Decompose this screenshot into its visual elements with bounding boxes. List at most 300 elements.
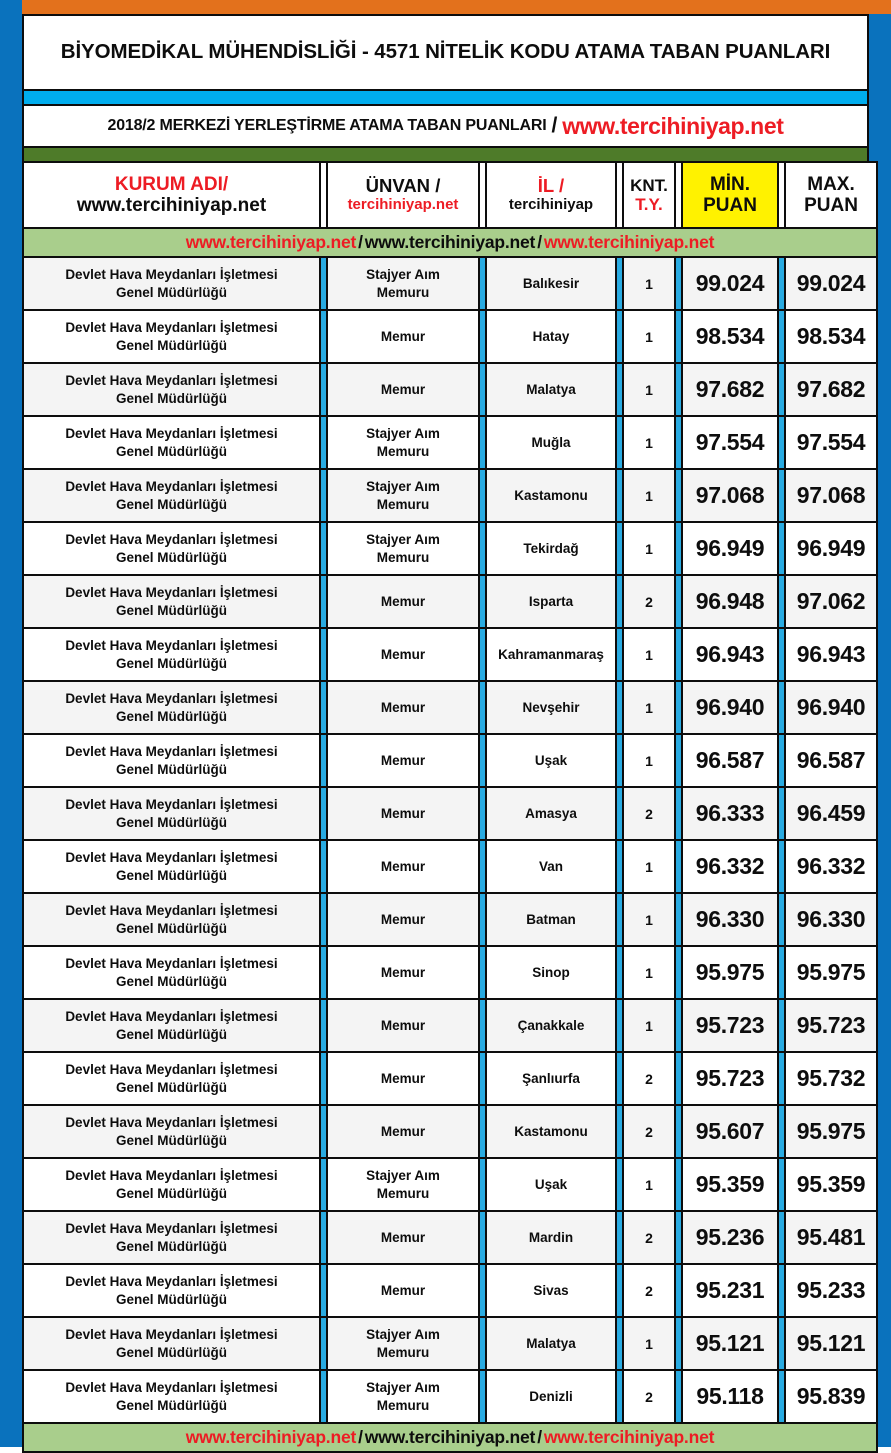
promo-slash-1: /: [358, 232, 363, 252]
il-value: Amasya: [525, 806, 577, 821]
max-puan-value: 96.330: [796, 906, 866, 932]
kurum-line1: Devlet Hava Meydanları İşletmesi: [65, 584, 278, 600]
min-puan-value: 99.024: [695, 270, 765, 296]
cell-kurum: [23, 310, 320, 363]
column-separator: [778, 310, 785, 363]
cell-unvan: [327, 1264, 479, 1317]
title-banner: [22, 14, 869, 91]
column-separator: [479, 1052, 486, 1105]
cell-unvan: [327, 1370, 479, 1423]
max-header-line1: MAX.: [807, 173, 855, 195]
column-separator: [778, 575, 785, 628]
table-row[interactable]: [23, 681, 877, 734]
promo-site-2[interactable]: www.tercihiniyap.net: [364, 232, 536, 252]
max-puan-value: 95.975: [796, 1118, 866, 1144]
kurum-line2: Genel Müdürlüğü: [116, 549, 227, 565]
column-separator: [479, 1317, 486, 1370]
unvan-line2: Memuru: [376, 443, 430, 459]
cell-unvan: [327, 681, 479, 734]
cell-kurum: [23, 257, 320, 310]
kurum-header-line1: KURUM ADI/: [114, 173, 229, 195]
table-row[interactable]: [23, 257, 877, 310]
cell-kontenjan: [623, 734, 675, 787]
cell-il: [486, 946, 616, 999]
il-value: Şanlıurfa: [522, 1071, 580, 1086]
cell-il: [486, 628, 616, 681]
unvan-line1: Stajyer Aım: [366, 1326, 440, 1342]
kurum-line1: Devlet Hava Meydanları İşletmesi: [65, 955, 278, 971]
promo-slash-2: /: [537, 232, 542, 252]
cell-kontenjan: [623, 681, 675, 734]
cell-kurum: [23, 734, 320, 787]
subtitle-slash: /: [551, 114, 558, 137]
kurum-line1: Devlet Hava Meydanları İşletmesi: [65, 478, 278, 494]
cell-max-puan: [785, 1158, 877, 1211]
column-separator: [778, 257, 785, 310]
unvan-line1: Memur: [380, 805, 426, 821]
min-puan-value: 97.554: [695, 429, 765, 455]
kurum-line1: Devlet Hava Meydanları İşletmesi: [65, 1273, 278, 1289]
max-puan-value: 95.839: [796, 1383, 866, 1409]
column-separator: [479, 1105, 486, 1158]
column-separator: [320, 1370, 327, 1423]
column-separator: [675, 257, 682, 310]
kurum-line1: Devlet Hava Meydanları İşletmesi: [65, 266, 278, 282]
table-row[interactable]: [23, 363, 877, 416]
column-separator: [320, 575, 327, 628]
promo-slash-1: /: [358, 1427, 363, 1447]
unvan-line2: Memuru: [376, 496, 430, 512]
table-body: [23, 228, 877, 1452]
cell-il: [486, 840, 616, 893]
min-puan-value: 95.231: [695, 1277, 765, 1303]
column-separator: [675, 1370, 682, 1423]
table-row[interactable]: [23, 1052, 877, 1105]
knt-value: 1: [645, 540, 653, 557]
column-separator: [675, 893, 682, 946]
column-separator: [479, 1158, 486, 1211]
column-separator: [778, 628, 785, 681]
cell-il: [486, 257, 616, 310]
table-row[interactable]: [23, 946, 877, 999]
column-separator: [479, 840, 486, 893]
column-separator: [616, 893, 623, 946]
column-separator: [778, 1158, 785, 1211]
min-puan-value: 95.975: [695, 959, 765, 985]
unvan-line1: Memur: [380, 1229, 426, 1245]
cell-min-puan: [682, 1211, 778, 1264]
il-value: Nevşehir: [522, 700, 580, 715]
unvan-line2: Memuru: [376, 1344, 430, 1360]
column-separator: [778, 1264, 785, 1317]
max-puan-value: 97.062: [796, 588, 866, 614]
kurum-line1: Devlet Hava Meydanları İşletmesi: [65, 1220, 278, 1236]
promo-banner-cell: [23, 1423, 877, 1452]
table-row[interactable]: [23, 310, 877, 363]
min-puan-value: 96.330: [695, 906, 765, 932]
cell-min-puan: [682, 310, 778, 363]
max-puan-value: 96.940: [796, 694, 866, 720]
kurum-line1: Devlet Hava Meydanları İşletmesi: [65, 849, 278, 865]
cell-min-puan: [682, 363, 778, 416]
unvan-line1: Stajyer Aım: [366, 531, 440, 547]
cell-kurum: [23, 681, 320, 734]
cell-il: [486, 893, 616, 946]
column-separator: [479, 734, 486, 787]
unvan-line2: Memuru: [376, 284, 430, 300]
cell-unvan: [327, 257, 479, 310]
cell-kontenjan: [623, 893, 675, 946]
max-puan-value: 96.943: [796, 641, 866, 667]
column-separator: [616, 1370, 623, 1423]
cell-min-puan: [682, 946, 778, 999]
kurum-line1: Devlet Hava Meydanları İşletmesi: [65, 531, 278, 547]
cell-kontenjan: [623, 1317, 675, 1370]
min-puan-value: 95.723: [695, 1065, 765, 1091]
cell-unvan: [327, 628, 479, 681]
kurum-line1: Devlet Hava Meydanları İşletmesi: [65, 902, 278, 918]
cell-il: [486, 1105, 616, 1158]
column-separator: [479, 787, 486, 840]
il-value: Denizli: [529, 1389, 573, 1404]
column-separator: [616, 1264, 623, 1317]
unvan-line1: Memur: [380, 646, 426, 662]
table-row[interactable]: [23, 575, 877, 628]
knt-value: 2: [645, 1388, 653, 1405]
table-row[interactable]: [23, 628, 877, 681]
promo-banner-top: [23, 228, 877, 257]
column-separator: [479, 310, 486, 363]
column-separator: [320, 310, 327, 363]
table-row[interactable]: [23, 999, 877, 1052]
subtitle-site-link[interactable]: www.tercihiniyap.net: [562, 112, 784, 139]
column-separator: [479, 628, 486, 681]
column-separator: [675, 469, 682, 522]
cell-kontenjan: [623, 257, 675, 310]
column-separator: [479, 893, 486, 946]
kurum-line2: Genel Müdürlüğü: [116, 1132, 227, 1148]
column-separator: [320, 363, 327, 416]
table-row[interactable]: [23, 840, 877, 893]
table-row[interactable]: [23, 416, 877, 469]
cell-kurum: [23, 999, 320, 1052]
cell-il: [486, 787, 616, 840]
cell-unvan: [327, 522, 479, 575]
table-row[interactable]: [23, 1370, 877, 1423]
cell-min-puan: [682, 893, 778, 946]
kurum-header-line2: www.tercihiniyap.net: [76, 195, 267, 216]
column-separator: [675, 840, 682, 893]
promo-site-2[interactable]: www.tercihiniyap.net: [364, 1427, 536, 1447]
il-value: Tekirdağ: [523, 541, 579, 556]
table-row[interactable]: [23, 469, 877, 522]
column-separator: [778, 469, 785, 522]
column-separator: [320, 257, 327, 310]
left-blue-rail: [0, 14, 22, 1447]
table-row[interactable]: [23, 1158, 877, 1211]
cell-kurum: [23, 522, 320, 575]
page-title: BİYOMEDİKAL MÜHENDİSLİĞİ - 4571 NİTELİK KODU ATAMA TABAN PUANLARI: [60, 40, 831, 64]
column-separator: [675, 734, 682, 787]
cell-max-puan: [785, 1211, 877, 1264]
promo-site-3[interactable]: www.tercihiniyap.net: [543, 1427, 715, 1447]
table-header-row: [23, 162, 877, 228]
cell-unvan: [327, 893, 479, 946]
cell-unvan: [327, 734, 479, 787]
column-separator: [616, 787, 623, 840]
column-separator: [778, 522, 785, 575]
subtitle-text: 2018/2 MERKEZİ YERLEŞTİRME ATAMA TABAN PUANLARI: [107, 117, 547, 134]
kurum-line2: Genel Müdürlüğü: [116, 602, 227, 618]
max-puan-value: 97.682: [796, 376, 866, 402]
max-puan-value: 97.068: [796, 482, 866, 508]
cell-max-puan: [785, 1317, 877, 1370]
cell-max-puan: [785, 628, 877, 681]
scores-table: [22, 161, 878, 1453]
cell-min-puan: [682, 522, 778, 575]
il-value: Sinop: [532, 965, 570, 980]
knt-value: 1: [645, 1176, 653, 1193]
cell-unvan: [327, 575, 479, 628]
il-value: Malatya: [526, 382, 576, 397]
column-separator: [616, 1105, 623, 1158]
kurum-line2: Genel Müdürlüğü: [116, 867, 227, 883]
kurum-line1: Devlet Hava Meydanları İşletmesi: [65, 425, 278, 441]
cell-min-puan: [682, 1317, 778, 1370]
min-puan-value: 96.587: [695, 747, 765, 773]
min-puan-value: 95.118: [696, 1383, 764, 1409]
cell-kurum: [23, 1105, 320, 1158]
column-separator: [616, 1317, 623, 1370]
column-separator: [675, 522, 682, 575]
column-separator: [320, 893, 327, 946]
column-separator: [778, 946, 785, 999]
promo-site-3[interactable]: www.tercihiniyap.net: [543, 232, 715, 252]
min-header-line1: MİN.: [709, 173, 751, 195]
column-separator: [778, 734, 785, 787]
kurum-line2: Genel Müdürlüğü: [116, 390, 227, 406]
column-separator: [320, 734, 327, 787]
column-header-knt: [623, 162, 675, 228]
cell-unvan: [327, 416, 479, 469]
column-separator: [479, 469, 486, 522]
column-separator: [320, 1105, 327, 1158]
cell-min-puan: [682, 840, 778, 893]
cell-min-puan: [682, 1105, 778, 1158]
cell-unvan: [327, 787, 479, 840]
cell-kurum: [23, 893, 320, 946]
unvan-line2: Memuru: [376, 1397, 430, 1413]
top-orange-strip: [0, 0, 891, 14]
column-separator: [675, 1264, 682, 1317]
kurum-line2: Genel Müdürlüğü: [116, 1397, 227, 1413]
column-separator: [320, 1317, 327, 1370]
unvan-line1: Memur: [380, 858, 426, 874]
column-header-kurum: [23, 162, 320, 228]
cell-kurum: [23, 575, 320, 628]
cell-kurum: [23, 628, 320, 681]
unvan-line1: Memur: [380, 911, 426, 927]
unvan-header-line1: ÜNVAN /: [365, 175, 441, 197]
cell-max-puan: [785, 946, 877, 999]
min-puan-value: 95.723: [695, 1012, 765, 1038]
column-separator: [778, 840, 785, 893]
cell-min-puan: [682, 681, 778, 734]
il-value: Uşak: [534, 1177, 568, 1192]
kurum-line2: Genel Müdürlüğü: [116, 496, 227, 512]
il-value: Batman: [526, 912, 576, 927]
cell-kurum: [23, 1317, 320, 1370]
cell-min-puan: [682, 416, 778, 469]
cell-max-puan: [785, 469, 877, 522]
cell-unvan: [327, 310, 479, 363]
column-separator: [616, 363, 623, 416]
table-row[interactable]: [23, 734, 877, 787]
table-row[interactable]: [23, 893, 877, 946]
cell-max-puan: [785, 416, 877, 469]
cell-il: [486, 1317, 616, 1370]
column-separator: [675, 999, 682, 1052]
column-separator: [479, 575, 486, 628]
column-separator: [675, 310, 682, 363]
max-puan-value: 96.949: [796, 535, 866, 561]
column-separator: [479, 416, 486, 469]
knt-value: 1: [645, 646, 653, 663]
kurum-line1: Devlet Hava Meydanları İşletmesi: [65, 319, 278, 335]
kurum-line1: Devlet Hava Meydanları İşletmesi: [65, 1114, 278, 1130]
cell-unvan: [327, 946, 479, 999]
table-row[interactable]: [23, 1317, 877, 1370]
promo-site-1[interactable]: www.tercihiniyap.net: [185, 1427, 357, 1447]
cell-unvan: [327, 1211, 479, 1264]
cell-max-puan: [785, 1264, 877, 1317]
min-puan-value: 96.332: [695, 853, 765, 879]
knt-header-line1: KNT.: [630, 175, 668, 195]
min-puan-value: 96.333: [695, 800, 765, 826]
table-row[interactable]: [23, 522, 877, 575]
column-separator: [320, 628, 327, 681]
knt-value: 2: [645, 1229, 653, 1246]
column-separator: [778, 416, 785, 469]
column-separator: [778, 1052, 785, 1105]
cell-max-puan: [785, 310, 877, 363]
max-puan-value: 99.024: [796, 270, 866, 296]
column-separator: [778, 681, 785, 734]
cell-max-puan: [785, 1370, 877, 1423]
knt-value: 1: [645, 381, 653, 398]
cell-kontenjan: [623, 469, 675, 522]
unvan-line1: Memur: [380, 593, 426, 609]
corner-top-left: [0, 0, 22, 14]
knt-value: 2: [645, 1282, 653, 1299]
kurum-line1: Devlet Hava Meydanları İşletmesi: [65, 1008, 278, 1024]
table-row[interactable]: [23, 787, 877, 840]
cell-min-puan: [682, 575, 778, 628]
knt-value: 2: [645, 593, 653, 610]
cell-unvan: [327, 1158, 479, 1211]
min-puan-value: 96.948: [695, 588, 765, 614]
column-separator: [778, 1370, 785, 1423]
unvan-line1: Stajyer Aım: [366, 1379, 440, 1395]
cell-il: [486, 469, 616, 522]
promo-site-1[interactable]: www.tercihiniyap.net: [185, 232, 357, 252]
kurum-line2: Genel Müdürlüğü: [116, 1344, 227, 1360]
il-value: Mardin: [528, 1230, 574, 1245]
cell-il: [486, 681, 616, 734]
cell-max-puan: [785, 734, 877, 787]
column-separator: [675, 1317, 682, 1370]
column-separator: [616, 734, 623, 787]
column-separator: [616, 416, 623, 469]
column-separator: [320, 416, 327, 469]
column-separator: [778, 162, 785, 228]
unvan-line1: Memur: [380, 1017, 426, 1033]
column-separator: [778, 893, 785, 946]
cell-kurum: [23, 946, 320, 999]
cell-kurum: [23, 416, 320, 469]
cell-unvan: [327, 1105, 479, 1158]
knt-value: 1: [645, 858, 653, 875]
cell-kontenjan: [623, 1264, 675, 1317]
column-separator: [320, 681, 327, 734]
cell-unvan: [327, 1317, 479, 1370]
kurum-line1: Devlet Hava Meydanları İşletmesi: [65, 796, 278, 812]
column-separator: [479, 999, 486, 1052]
column-separator: [675, 1105, 682, 1158]
cell-kurum: [23, 1052, 320, 1105]
min-puan-value: 95.607: [695, 1118, 765, 1144]
column-separator: [320, 787, 327, 840]
column-separator: [320, 999, 327, 1052]
cell-il: [486, 522, 616, 575]
column-separator: [616, 575, 623, 628]
table-row[interactable]: [23, 1211, 877, 1264]
cell-kontenjan: [623, 999, 675, 1052]
min-header-line2: PUAN: [703, 195, 757, 216]
table-row[interactable]: [23, 1105, 877, 1158]
il-value: Malatya: [526, 1336, 576, 1351]
column-separator: [320, 1052, 327, 1105]
cell-min-puan: [682, 999, 778, 1052]
column-separator: [320, 1158, 327, 1211]
cell-min-puan: [682, 1052, 778, 1105]
knt-value: 1: [645, 1017, 653, 1034]
kurum-line2: Genel Müdürlüğü: [116, 761, 227, 777]
column-separator: [675, 1158, 682, 1211]
il-value: Isparta: [528, 594, 574, 609]
column-separator: [675, 681, 682, 734]
cell-kurum: [23, 840, 320, 893]
column-separator: [778, 363, 785, 416]
column-separator: [479, 1211, 486, 1264]
cell-il: [486, 1370, 616, 1423]
column-header-max-puan: [785, 162, 877, 228]
unvan-line1: Memur: [380, 1282, 426, 1298]
cell-unvan: [327, 469, 479, 522]
column-separator: [479, 522, 486, 575]
cell-unvan: [327, 840, 479, 893]
il-value: Çanakkale: [517, 1018, 585, 1033]
cell-max-puan: [785, 999, 877, 1052]
il-value: Balıkesir: [522, 276, 580, 291]
table-row[interactable]: [23, 1264, 877, 1317]
max-puan-value: 97.554: [796, 429, 866, 455]
column-separator: [479, 1370, 486, 1423]
unvan-line1: Stajyer Aım: [366, 1167, 440, 1183]
knt-value: 1: [645, 1335, 653, 1352]
cell-il: [486, 310, 616, 363]
max-puan-value: 95.732: [796, 1065, 866, 1091]
